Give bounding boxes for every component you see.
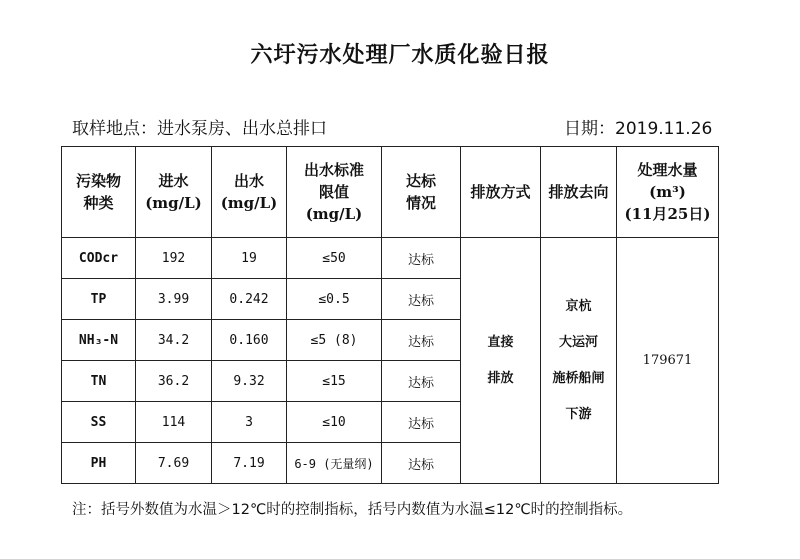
header-line: (11月25日) (624, 205, 711, 223)
cell-effluent: 0.160 (212, 320, 287, 361)
cell-limit: ≤0.5 (287, 279, 382, 320)
method-line: 排放 (487, 370, 514, 386)
cell-treated-volume: 179671 (617, 238, 719, 484)
cell-param: TN (62, 361, 136, 402)
cell-limit: 6-9 (无量纲) (287, 443, 382, 484)
header-line: (mg/L) (220, 194, 278, 212)
method-line: 直接 (487, 334, 514, 350)
report-date: 日期：2019.11.26 (564, 119, 713, 139)
cell-influent: 114 (136, 402, 212, 443)
cell-param: TP (62, 279, 136, 320)
header-line: (mg/L) (305, 205, 363, 223)
cell-effluent: 19 (212, 238, 287, 279)
header-effluent (212, 147, 287, 238)
header-line: 出水标准 (303, 161, 364, 179)
header-line: 处理水量 (637, 161, 698, 179)
cell-limit: ≤5 (8) (287, 320, 382, 361)
cell-effluent: 3 (212, 402, 287, 443)
header-line: 情况 (405, 194, 436, 212)
cell-status: 达标 (382, 279, 461, 320)
footnote: 注：括号外数值为水温＞12℃时的控制指标，括号内数值为水温≤12℃时的控制指标。 (72, 502, 633, 518)
cell-param: CODcr (62, 238, 136, 279)
cell-limit: ≤50 (287, 238, 382, 279)
cell-param: SS (62, 402, 136, 443)
report-title: 六圩污水处理厂水质化验日报 (250, 43, 550, 68)
water-quality-table (61, 146, 719, 484)
cell-discharge-method (461, 238, 541, 484)
cell-discharge-destination (541, 238, 617, 484)
destination-line: 施桥船闸 (552, 370, 605, 386)
header-line: 污染物 (75, 172, 121, 190)
cell-status: 达标 (382, 361, 461, 402)
header-row (62, 147, 719, 238)
cell-status: 达标 (382, 443, 461, 484)
header-line: (mg/L) (145, 194, 202, 212)
cell-param: NH₃-N (62, 320, 136, 361)
cell-influent: 7.69 (136, 443, 212, 484)
destination-line: 下游 (565, 406, 592, 422)
header-volume (617, 147, 719, 238)
header-line: 限值 (318, 183, 349, 201)
header-line: 种类 (83, 194, 114, 212)
cell-effluent: 7.19 (212, 443, 287, 484)
header-discharge-method: 排放方式 (461, 147, 541, 238)
destination-line: 京杭 (565, 298, 592, 314)
cell-limit: ≤15 (287, 361, 382, 402)
header-line: 达标 (405, 172, 436, 190)
cell-influent: 34.2 (136, 320, 212, 361)
cell-influent: 36.2 (136, 361, 212, 402)
cell-limit: ≤10 (287, 402, 382, 443)
header-influent (136, 147, 212, 238)
table-row (62, 238, 719, 279)
cell-status: 达标 (382, 402, 461, 443)
destination-line: 大运河 (558, 334, 598, 350)
header-discharge-destination: 排放去向 (541, 147, 617, 238)
header-pollutant (62, 147, 136, 238)
header-line: (m³) (649, 183, 686, 201)
cell-effluent: 9.32 (212, 361, 287, 402)
header-line: 出水 (233, 172, 264, 190)
cell-influent: 192 (136, 238, 212, 279)
header-line: 进水 (158, 172, 189, 190)
cell-status: 达标 (382, 238, 461, 279)
cell-influent: 3.99 (136, 279, 212, 320)
header-limit (287, 147, 382, 238)
sampling-location: 取样地点：进水泵房、出水总排口 (72, 119, 327, 139)
header-status (382, 147, 461, 238)
cell-effluent: 0.242 (212, 279, 287, 320)
cell-param: PH (62, 443, 136, 484)
cell-status: 达标 (382, 320, 461, 361)
